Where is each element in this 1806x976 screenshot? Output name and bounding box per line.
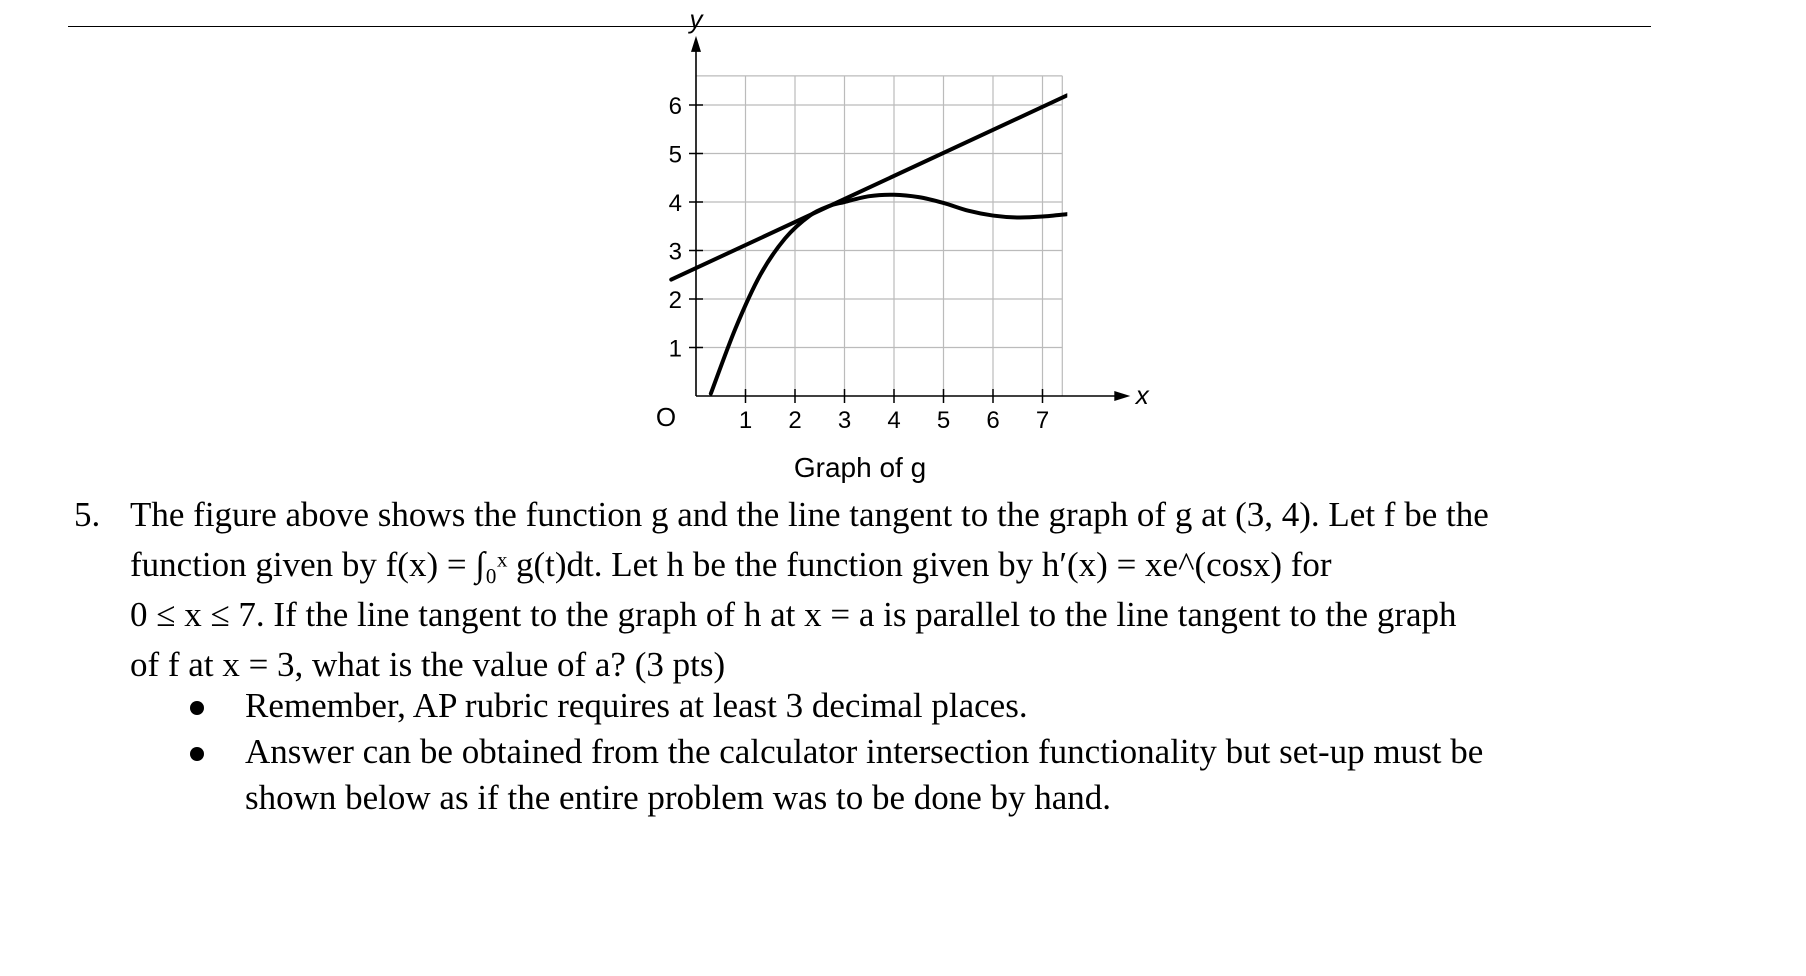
problem-text-1: The figure above shows the function g and the line tangent to the graph of g at (3, 4). Let f be the <box>130 495 1489 534</box>
problem-line-1 <box>74 490 1674 540</box>
series <box>668 93 1067 393</box>
bullet-list <box>190 683 1483 821</box>
y-tick-label: 2 <box>668 287 682 314</box>
axes <box>691 36 1130 401</box>
graph-caption: Graph of g <box>793 452 927 483</box>
x-tick-label: 7 <box>1035 407 1050 434</box>
origin-label: O <box>655 402 677 432</box>
x-tick-label: 4 <box>887 407 901 434</box>
bullet-dot-icon <box>190 701 204 715</box>
problem-text-4: of f at x = 3, what is the value of a? (3 pts) <box>130 645 726 684</box>
x-tick-label: 6 <box>986 407 1000 434</box>
y-tick-label: 3 <box>668 238 682 266</box>
x-tick-label: 1 <box>738 407 753 434</box>
problem-text-3: 0 ≤ x ≤ 7. If the line tangent to the graph of h at x = a is parallel to the line tangent to the graph <box>130 595 1457 634</box>
x-tick-label: 3 <box>837 407 852 434</box>
y-axis-label: y <box>689 3 703 34</box>
bullet-item-1: Remember, AP rubric requires at least 3 decimal places. <box>190 683 1483 729</box>
y-tick-label: 6 <box>668 93 682 120</box>
x-axis-label: x <box>1135 380 1149 410</box>
problem-text-2: function given by f(x) = ∫₀ˣ g(t)dt. Let h be the function given by h′(x) = xe^(cosx) for <box>130 545 1332 584</box>
bullet-item-2-continued: shown below as if the entire problem was to be done by hand. <box>245 778 1112 817</box>
x-tick-label: 5 <box>936 407 951 434</box>
problem-number: 5. <box>74 495 101 534</box>
problem-line-2 <box>74 540 1674 590</box>
axis-labels <box>656 4 1150 432</box>
tangent-line <box>668 93 1067 279</box>
bullet-dot-icon <box>190 747 204 761</box>
problem-line-3 <box>74 590 1674 640</box>
x-axis-arrow-icon <box>1114 391 1130 401</box>
problem-statement <box>74 490 1674 690</box>
bullet-item-2: Answer can be obtained from the calculator intersection functionality but set-up must be <box>190 729 1483 775</box>
y-tick-label: 4 <box>668 190 682 217</box>
y-tick-label: 5 <box>668 141 682 169</box>
y-tick-label: 1 <box>668 335 682 363</box>
ticks <box>669 93 1050 434</box>
curve-g <box>711 195 1067 394</box>
y-axis-arrow-icon <box>691 36 701 52</box>
x-tick-label: 2 <box>788 407 802 434</box>
